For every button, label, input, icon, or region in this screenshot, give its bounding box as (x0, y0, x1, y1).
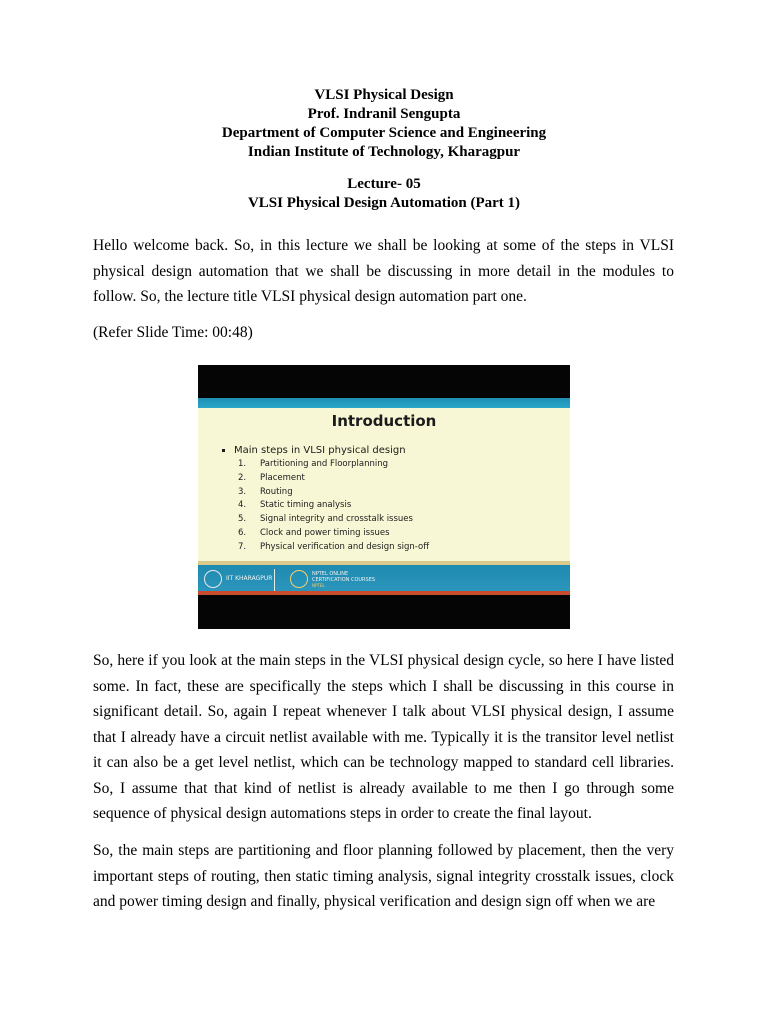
footer-left-label: IIT KHARAGPUR (226, 575, 273, 582)
course-title: VLSI Physical Design (314, 87, 454, 103)
bullet-icon (222, 449, 225, 452)
slide-bullet (222, 445, 406, 456)
list-item: 1. Partitioning and Floorplanning (238, 459, 388, 469)
paragraph-steps: So, here if you look at the main steps in the VLSI physical design cycle, so here I have listed some. In fact, these are specifically the steps which I shall be discussing in this course in significant detail. So, again I repeat whenever I talk about VLSI physical design, I assume that I already have a circuit netlist available with me. Typically it is the transitor level netlist it can also be a get level netlist, which can be technology mapped to standard cell libraries. So, I assume that that kind of netlist is already available to me then I go through some sequence of physical design automations steps in order to create the final layout. (93, 652, 674, 822)
refer-slide-time: (Refer Slide Time: 00:48) (93, 324, 253, 341)
department-name: Department of Computer Science and Engineering (221, 125, 547, 141)
footer-right-label: NPTEL ONLINE CERTIFICATION COURSES (312, 571, 376, 583)
list-item: 4. Static timing analysis (238, 500, 352, 511)
list-item: 7. Physical verification and design sign-off (238, 541, 430, 552)
lecture-slide-image (198, 365, 570, 629)
slide-title: Introduction (331, 412, 437, 430)
institute-name: Indian Institute of Technology, Kharagpur (247, 144, 521, 160)
list-item: 2. Placement (238, 472, 305, 483)
footer-divider (274, 569, 275, 591)
nptel-logo-icon (290, 570, 308, 588)
list-item: 3. Routing (238, 486, 293, 497)
footer-nptel-small: NPTEL (312, 583, 325, 588)
slide-steps-list (221, 458, 429, 555)
professor-name: Prof. Indranil Sengupta (307, 106, 461, 122)
lecture-number: Lecture- 05 (347, 176, 421, 192)
slide-footer-accent (198, 591, 570, 595)
list-item: 5. Signal integrity and crosstalk issues (238, 514, 413, 525)
slide-top-band (198, 398, 570, 408)
paragraph-intro: Hello welcome back. So, in this lecture we shall be looking at some of the steps in VLSI physical design automation that we shall be discussing in more detail in the modules to follow. So, the lecture title VLSI physical design automation part one. (93, 237, 674, 305)
list-item: 6. Clock and power timing issues (238, 527, 390, 538)
paragraph-main-steps: So, the main steps are partitioning and floor planning followed by placement, then the very important steps of routing, then static timing analysis, signal integrity crosstalk issues, clock and power timing design and finally, physical verification and design sign off when we are (93, 842, 674, 910)
slide-bullet-text: Main steps in VLSI physical design (234, 445, 406, 456)
lecture-title: VLSI Physical Design Automation (Part 1) (247, 195, 521, 211)
iit-logo-icon (204, 570, 222, 588)
document-header (0, 86, 768, 213)
